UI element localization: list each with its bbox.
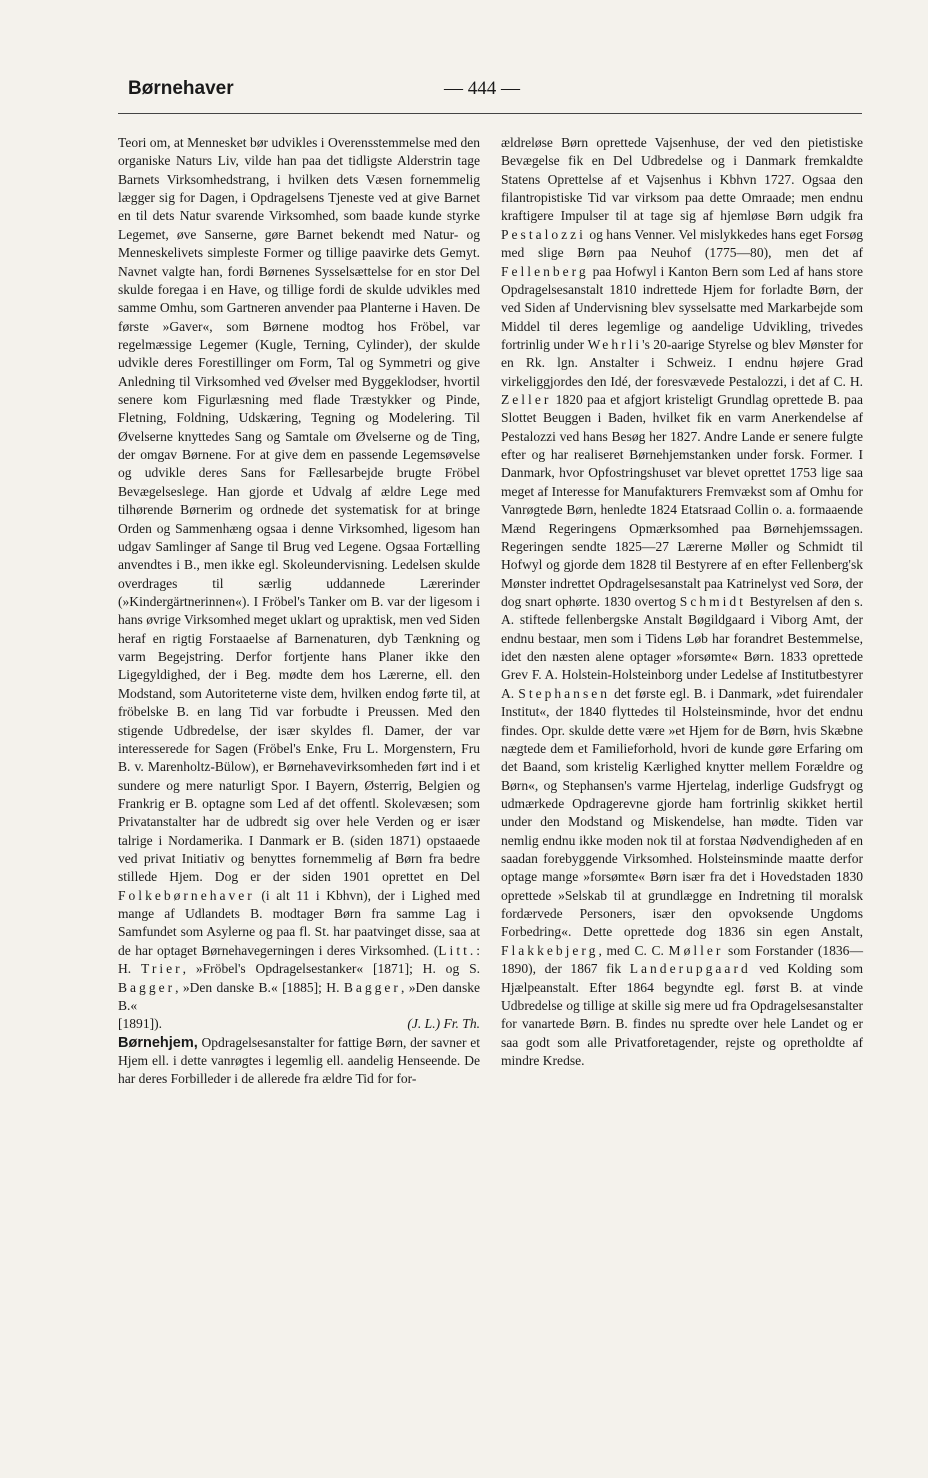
entry-bornehjem-continued: ældreløse Børn oprettede Vajsenhuse, der ved den pietistiske Bevægelse fik en Del Udbredelse og i Danmark fremkaldte Statens Oprettelse af et Vajsenhus i Kbhvn 1727. Ogsaa den filantropistiske Tid var virksom paa dette Omraade; men endnu kraftigere Impulser til at tage sig af hjemløse Børn udgik fra Pestalozzi og hans Venner. Vel mislykkedes hans eget Forsøg med slige Børn paa Neuhof (1775—80), men det af Fellenberg paa Hofwyl i Kanton Bern som Led af hans store Opdragelsesanstalt 1810 indrettede Hjem for forladte Børn, der ved Siden af Undervisning blev sysselsatte med Markarbejde som Middel til deres legemlige og aandelige Udvikling, trivedes fortrinlig under Wehrli's 20-aarige Styrelse og blev Mønster for en Rk. lgn. Anstalter i Schweiz. I endnu højere Grad virkeliggjordes den Idé, der foresvævede Pestalozzi, i det af C. H. Zeller 1820 paa et afgjort kristeligt Grundlag oprettede B. paa Slottet Beuggen i Baden, hvilket fik en varm Anerkendelse af Pestalozzi ved hans Besøg her 1827. Andre Lande er senere fulgte efter og har realiseret Børnehjemstanken under forsk. Former. I Danmark, hvor Opfostringshuset var blevet oprettet 1753 lige saa meget af Interesse for Manufakturers Fremvækst som af Omhu for Vanrøgtede Børn, henledte 1824 Etatsraad Collin o. a. formaaende Mænd Regeringens Opmærksomhed paa Børnehjemssagen. Regeringen sendte 1825—27 Lærerne Møller og Schmidt til Hofwyl og gjorde dem 1828 til Bestyrere af en efter Fellenberg'sk Mønster indrettet Opdragelsesanstalt paa Katrinelyst ved Sorø, der dog snart ophørte. 1830 overtog Schmidt Bestyrelsen af den s. A. stiftede fellenbergske Anstalt Bøgildgaard i Viborg Amt, der endnu bestaar, men som i Tidens Løb har forandret Bestemmelse, idet den næsten alene optager »forsømte« Børn. 1833 oprettede Grev F. A. Holstein-Holsteinborg under Ledelse af Institutbestyrer A. Stephansen det første egl. B. i Danmark, »det fuirendaler Institut«, der 1840 flyttedes til Holsteinsminde, hvor det endnu findes. Opr. skulde dette være »et Hjem for de Børn, hvis Skæbne nægtede dem et Familieforhold, hvori de kunde gøre Erfaring om det Baand, som kristelig Kærlighed knytter mellem Forældre og Børn«, og Stephansen's varme Hjertelag, inderlige Gudsfrygt og udmærkede Opdragerevne gjorde ham fortrinlig skikket hertil under den Modstand og Miskendelse, han mødte. Tiden var nemlig endnu ikke moden nok til at forstaa Nødvendigheden af en saadan forebyggende Virksomhed. Holsteinsminde maatte derfor optage mange »forsømte« Børn især fra det i Hovedstaden 1830 oprettede »Selskab til at grundlægge en Indretning til moralsk fordærvede Personers, især den opvoksende Ungdoms Forbedring«. Dette oprettede dog 1836 sin egen Anstalt, Flakkebjerg, med C. C. Møller som Forstander (1836—1890), der 1867 fik Landerupgaard ved Kolding som Hjælpeanstalt. Efter 1864 begyndte egl. først B. at vinde Udbredelse og tillige at skille sig mere ud fra Opdragelsesanstalter for vanartede Børn. B. findes nu spredte over hele Landet og er saa godt som alle Privatforetagender, rejste og opretholdte af mindre Kredse. bbox=[501, 135, 864, 1068]
name-trier: Trier bbox=[141, 961, 183, 977]
headword-bornehjem: Børnehjem, bbox=[118, 1034, 198, 1051]
place-flakkebjerg: Flakkebjerg bbox=[501, 942, 599, 958]
entry-end-line bbox=[118, 1015, 480, 1033]
name-zeller: Zeller bbox=[501, 392, 552, 408]
place-landerupgaard: Landerupgaard bbox=[629, 961, 751, 977]
author-signature: (J. L.) Fr. Th. bbox=[407, 1016, 480, 1032]
name-wehrli: Wehrli bbox=[587, 336, 643, 352]
name-moller: Møller bbox=[668, 942, 724, 958]
term-folkebornehaver: Folkebørnehaver bbox=[118, 887, 255, 903]
name-stephansen: Stephansen bbox=[518, 685, 610, 701]
citation-end: [1891]). bbox=[118, 1016, 163, 1032]
name-fellenberg: Fellenberg bbox=[501, 263, 589, 279]
name-pestalozzi: Pestalozzi bbox=[501, 226, 586, 242]
header-rule bbox=[118, 113, 862, 114]
left-column bbox=[118, 134, 480, 1089]
page-number: — 444 — bbox=[444, 78, 520, 99]
right-column bbox=[501, 134, 863, 1070]
entry-bornehjem: Børnehjem, Opdragelsesanstalter for fattige Børn, der savner et Hjem ell. i dette vanrøgtes i legemlig ell. aandelig Henseende. De har deres Forbilleder i de allerede fra ældre Tid for for- bbox=[118, 1034, 480, 1087]
name-bagger: Bagger bbox=[118, 979, 176, 995]
name-bagger-2: Bagger bbox=[343, 979, 401, 995]
page-header bbox=[128, 78, 860, 106]
name-schmidt: Schmidt bbox=[679, 593, 746, 609]
running-head: Børnehaver bbox=[128, 78, 234, 99]
term-litt: Litt. bbox=[438, 942, 477, 958]
entry-bornehaver-text: Teori om, at Mennesket bør udvikles i Overensstemmelse med den organiske Naturs Liv, vilde han paa det tidligste Alderstrin tage Barnets Virksomhedstrang, i hvilken dets Væsen fornemmelig lægger sig for Dagen, i Opdragelsens Tjeneste ved at give Barnet en til dets Natur svarende Virksomhed, som baade kunde styrke Legemet, øve Sanserne, gøre Barnet bekendt med Natur- og Menneskelivets simpleste Former og tillige paavirke dets Gemyt. Navnet valgte han, fordi Børnenes Sysselsættelse for en stor Del skulde foregaa i en Have, og tillige fordi de skulde udvikles med samme Omhu, som Gartneren anvender paa Planterne i Haven. De første »Gaver«, som Børnene modtog hos Fröbel, var regelmæssige Legemer (Kugle, Terning, Cylinder), der skulde udvikle deres Forestillinger om Form, Tal og Symmetri og give Anledning til Virksomhed ved Øvelser med Byggeklodser, hvortil senere kom Figurlæsning med flade Træstykker og Pinde, Fletning, Foldning, Udskæring, Tegning og Modelering. Til Øvelserne knyttedes Sang og Samtale om Øvelserne og de Ting, der omgav Børnene. For at give dem en passende Legemsøvelse og udvikle deres Sans for Fællesarbejde brugte Fröbel Bevægelseslege. Han gjorde et Udvalg af ældre Lege med tilhørende Børnerim og ordnede det systematisk for at bringe Orden og Sammenhæng ogsaa i denne Virksomhed, ligesom han udgav Samlinger af Sange til Brug ved Legene. Ogsaa Fortælling anvendtes i B., men ikke egl. Skoleundervisning. Ledelsen skulde overdrages til særlig uddannede Lærerinder (»Kindergärtnerinnen«). I Fröbel's Tanker om B. var der ligesom i hans øvrige Virksomhed meget uklart og upraktisk, men ved Siden heraf en rigtig Forstaaelse af Barnenaturen, dyb Tænkning og varm Begejstring. Derfor fortjente hans Planer ikke den Ligegyldighed, der i Beg. mødte dem hos Lærerne, ell. den Modstand, som Autoriteterne viste dem, hvilken endog førte til, at fröbelske B. en lang Tid var forbudte i Preussen. Med den stigende Udbredelse, der især skyldes fl. Damer, der var interesserede for Sagen (Fröbel's Enke, Fru L. Morgenstern, Fru B. v. Marenholtz-Bülow), er Børnehavevirksomheden ført ind i et sundere og mere naturligt Spor. I Bayern, Østerrig, Belgien og Frankrig er B. optagne som Led af det offentl. Skolevæsen; som Privatanstalter har de udbredt sig over hele Verden og er især talrige i Nordamerika. I Danmark er B. (siden 1871) opstaaede ved privat Initiativ og benyttes fornemmelig af Børn fra bedre stillede Hjem. Dog er der siden 1901 oprettet en Del Folkebørnehaver (i alt 11 i Kbhvn), der i Lighed med mange af Udlandets B. modtager Børn fra samme Lag i Samfundet som Asylerne og paa fl. St. har paatvinget disse, saa at de har optaget Børnehavegerningen i deres Virksomhed. (Litt.: H. Trier, »Fröbel's Opdragelsestanker« [1871]; H. og S. Bagger, »Den danske B.« [1885]; H. Bagger, »Den danske B.« bbox=[118, 135, 480, 1013]
